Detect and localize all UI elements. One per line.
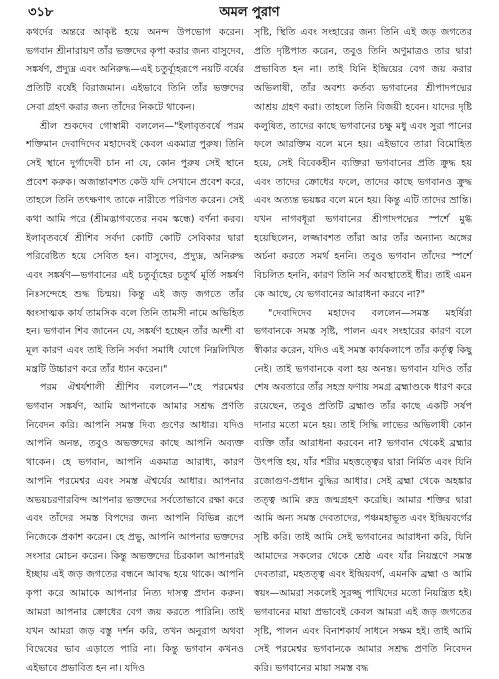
page-title: অমল পুরাণ: [219, 5, 280, 20]
left-column: [26, 24, 244, 674]
right-column: [254, 24, 472, 674]
right-paragraph: সৃষ্টি, স্থিতি এবং সংহারের জন্য তিনি এই জড় জগতের প্রতি দৃষ্টিপাত করেন, তবুও তিনি অণুমাত্রও তার দ্বারা প্রভাবিত হন না। তাই যিনি ইন্দ্রিয়ের বেগ জয় করার অভিলাষী, তাঁর অবশ্য কর্তব্য ভগবানের শ্রীপাদপদ্মের আশ্রয় গ্রহণ করা। তাহলে তিনি বিজয়ী হবেন। যাদের দৃষ্টি কলুষিত, তাদের কাছে ভগবানের চক্ষু মধু এবং সুরা পানের ফলে আরক্তিম বলে মনে হয়। এইভাবে তারা বিমোহিত হয়ে, সেই বিবেকহীন ব্যক্তিরা ভগবানের প্রতি ক্রুদ্ধ হয় এবং তাদের ক্রোধের ফলে, তাদের কাছে ভগবানও ক্রুদ্ধ এবং অত্যন্ত ভয়ঙ্কর বলে মনে হয়। কিন্তু এটি তাদের ভ্রান্তি। যখন নাগবধূরা ভগবানের শ্রীপাদপদ্মের স্পর্শে মুগ্ধ হয়েছিলেন, লজ্জাবশত তাঁরা আর তাঁর অন্যান্য অঙ্গের অর্চনা করতে সমর্থ হননি। তবুও ভগবান তাঁদের স্পর্শে বিচলিত হননি, কারণ তিনি সর্ব অবস্থাতেই ধীর। তাই এমন কে আছে, যে ভগবানের আরাধনা করবে না?": [254, 27, 472, 300]
left-paragraph: কথর্দের অন্তরে আকৃষ্ট হয়ে অনন্দ উপভোগ করেন। ভগবান শ্রীনারায়ণ তাঁর ভক্তদের কৃপা করার জন্য বাসুদেব, সঙ্কর্ষণ, প্রদ্যুম্ন এবং অনিরুদ্ধ—এই চতুর্ব্যূহরূপে নয়টি বর্ষের প্রতিটি বর্ষেই বিরাজমান। এইভাবে তিনি তাঁর ভক্তদের সেবা গ্রহণ করার জন্য তাঁদের নিকটে থাকেন।: [26, 27, 244, 113]
right-paragraph: "দেবাদিদেব মহাদেব বললেন—সমস্ত মহর্ষিরা ভগবানকে সমস্ত সৃষ্টি, পালন এবং সংহারের কারণ বলে স্বীকার করেন, যদিও এই সমস্ত কার্যকলাপে তাঁর কর্তৃত্ব কিছু নেই। তাই ভগবানকে বলা হয় অনন্ত। ভগবান যদিও তাঁর শেষ অবতারে তাঁর সহস্র ফণায় সমগ্র ব্রহ্মাণ্ডকে ধারণ করে রয়েছেন, তবুও প্রতিটি ব্রহ্মাণ্ড তাঁর কাছে একটি সর্ষপ দানার মতো মনে হয়। তাই সিদ্ধি লাভের অভিলাষী কোন ব্যক্তি তাঁর আরাধনা করবেন না? ভগবান থেকেই ব্রহ্মার উৎপত্তি হয়, যাঁর শরীর মহত্তত্ত্বের দ্বারা নির্মিত এবং যিনি রজোগুণ-প্রধান বুদ্ধির আধার। সেই ব্রহ্মা থেকে অহঙ্কার তত্ত্ব আমি রুদ্র জন্মগ্রহণ করেছি। আমার শক্তির দ্বারা আমি অন্য সমস্ত দেবতাদের, পঞ্চমহাভূত এবং ইন্দ্রিয়বর্গের সৃষ্টি করি। তাই আমি সেই ভগবানের আরাধনা করি, যিনি আমাদের সকলের থেকে শ্রেষ্ঠ এবং যাঁর নিয়ন্ত্রণে সমস্ত দেবতারা, মহতত্ত্ব এবং ইন্দ্রিয়বর্গ, এমনকি ব্রহ্মা ও আমি স্বয়ং—আমরা সকলেই সুরজ্জু পাখিদের মতো নিয়ন্ত্রিত হই। ভগবানের মায়া প্রভাবেই কেবল আমরা এই জড় জগতের সৃষ্টি, পালন এবং বিনাশকার্য সাধনে সক্ষম হই। তাই আমি সেই পরমেশ্বর ভগবানকে আমার সশ্রদ্ধ প্রণতি নিবেদন করি। ভগবানের মায়া সমস্ত বদ্ধ: [254, 307, 472, 674]
page-number: ৩১৮: [28, 5, 54, 20]
left-paragraph: পরম ঐশ্বর্যশালী শ্রীশিব বললেন—"হে পরমেশ্বর ভগবান সঙ্কর্ষণ, আমি আপনাকে আমার সশ্রদ্ধ প্রণতি নিবেদন করি। আপনি সমস্ত দিব্য গুণের আধার। যদিও আপনি অনন্ত, তবুও অভক্তদের কাছে আপনি অব্যক্ত থাকেন। হে ভগবান, আপনি একমাত্র আরাধ্য, কারণ আপনি পরমেশ্বর এবং সমস্ত ঐশ্বর্যের আধার। আপনার অভয়চরণারবিন্দ আপনার ভক্তদের সর্বতোভাবে রক্ষা করে এবং তাঁদের সমস্ত বিপদের জন্য আপনি বিভিন্ন রূপে নিজেকে প্রকাশ করেন। হে প্রভু, আপনি আপনার ভক্তদের সংসার মোচন করেন। কিন্তু অভক্তদের চিরকাল আপনারই ইচ্ছায় এই জড় জগতের বন্ধনে আবদ্ধ হয়ে থাকে। আপনি কৃপা করে আমাকে আপনার নিত্য দাসত্ব প্রদান করুন। আমরা আপনার ক্রোধের বেগ জয় করতে পারিনি। তাই যখন আমরা জড় বস্তু দর্শন করি, তখন অনুরাগ অথবা বিদ্বেষের ভাব এড়াতে পারি না। কিন্তু ভগবান কখনও এইভাবে প্রভাবিত হন না। যদিও: [26, 382, 244, 674]
left-paragraph: শ্রীল শুকদেব গোস্বামী বললেন—"ইলাবৃতবর্ষে পরম শক্তিমান দেবাদিদেব মহাদেবই কেবল একমাত্র পুরুষ। তিনি সেই স্থানে দুর্গাদেবী চান না যে, কোন পুরুষ সেই স্থানে প্রবেশ করুক। অজান্তাবশত কেউ যদি সেখানে প্রবেশ করে, তাহলে তিনি তৎক্ষণাৎ তাকে নারীতে পরিণত করেন। সেই কথা আমি পরে (শ্রীমদ্ভাগবতের নবম স্কন্ধে) বর্ণনা করব। ইলাবৃতবর্ষে শ্রীশিব সর্বদা কোটি কোটি সেবিকার দ্বারা পরিবেষ্টিত হয়ে সেবিত হন। বাসুদেব, প্রদ্যুম্ন, অনিরুদ্ধ এবং সঙ্কর্ষণ—ভগবানের এই চতুর্ব্যূহের চতুর্থ মূর্তি সঙ্কর্ষণ নিঃসন্দেহে শুদ্ধ চিন্ময়। কিন্তু এই জড় জগতে তাঁর ধ্বংসাত্মক কার্য তামসিক বলে তিনি তামসী নামে অভিহিত হন। ভগবান শিব জানেন যে, সঙ্কর্ষণ হচ্ছেন তাঁর অংশী বা মূল কারণ এবং তাই তিনি সর্বদা সমাধি যোগে নিম্নলিখিত মন্ত্রটি উচ্চারণ করে তাঁর ধ্যান করেন।": [26, 120, 244, 375]
page-header: [0, 0, 499, 20]
